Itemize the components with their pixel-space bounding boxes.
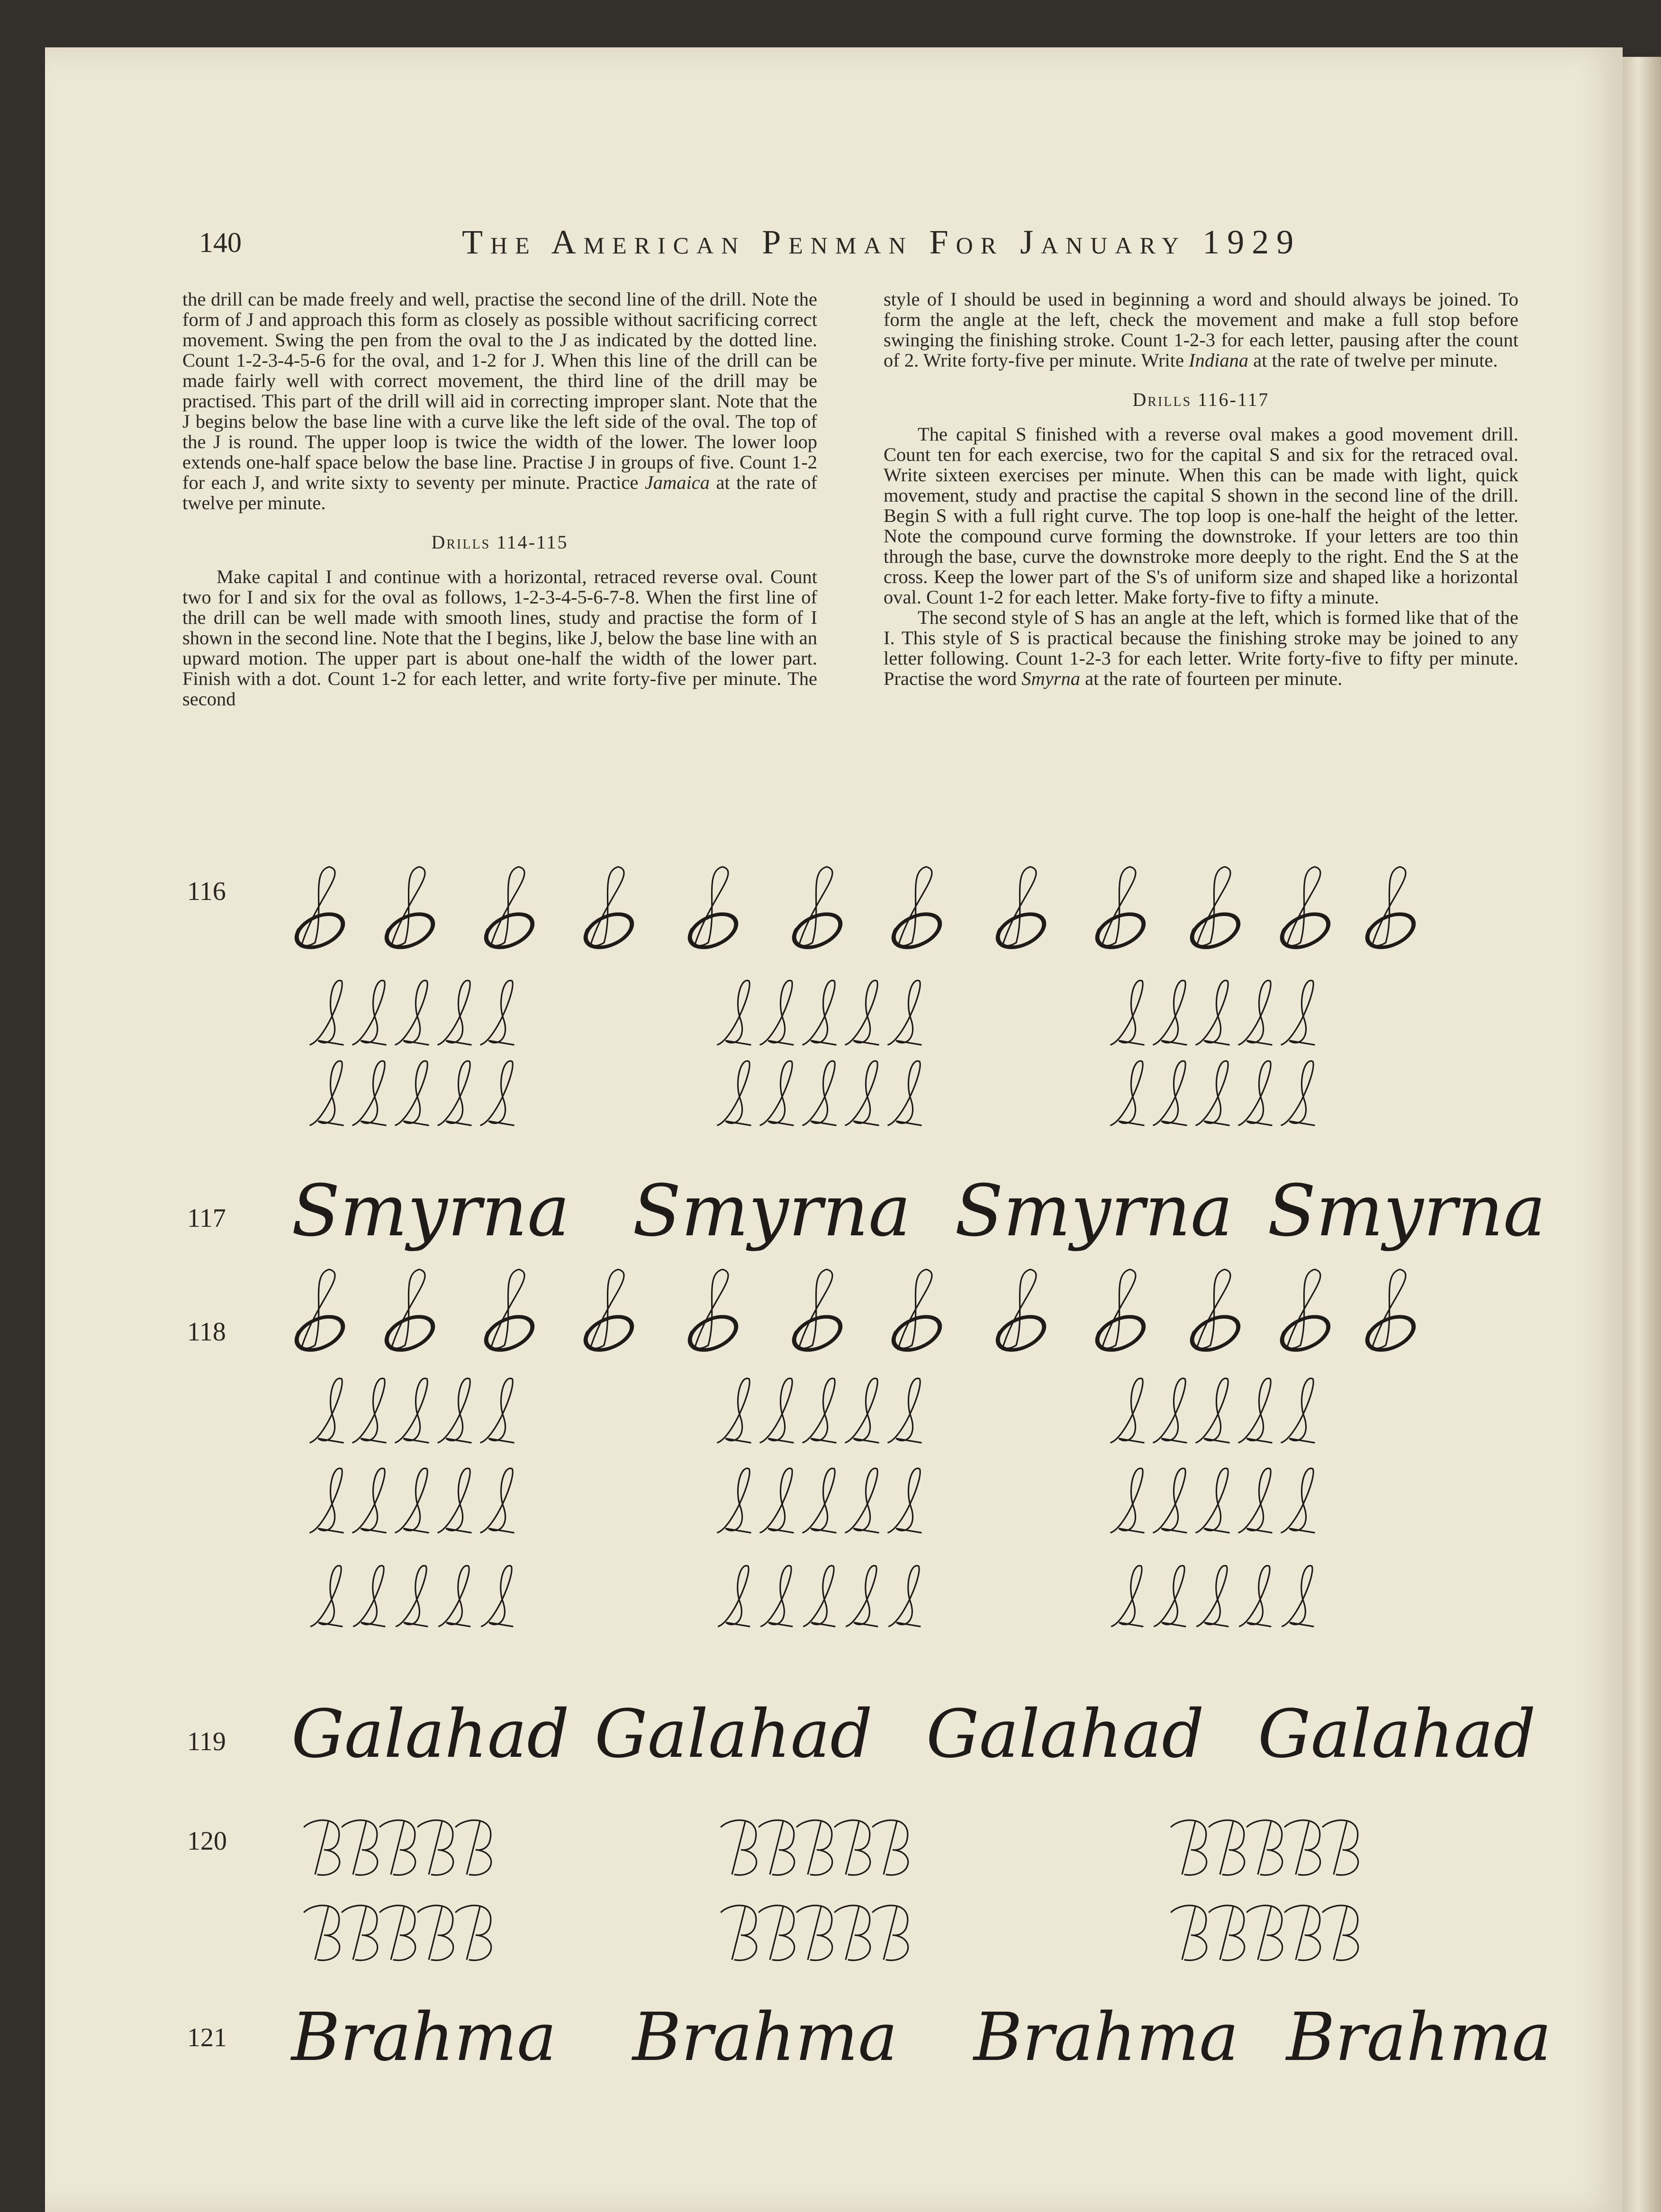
stroke-letter	[417, 1906, 453, 1960]
stroke-letter	[1281, 1468, 1315, 1533]
stroke-letter	[689, 867, 728, 947]
stroke-letter	[1238, 1378, 1273, 1443]
stroke-letter	[585, 1269, 624, 1350]
paragraph: Make capital I and continue with a horizontal, retraced reverse oval. Count two for I and six for the oval as follows, 1-2-3-4-5-6-7-8. When the first line of the drill can be well made with smooth lines, study and practise the form of I shown in the second line. Note that the I begins, like J, below the base line with an upward motion. The upper part is about one-half the width of the lower part. Finish with a dot. Count 1-2 for each letter, and write forty-five per minute. The second	[182, 566, 817, 710]
stroke-letter	[480, 1378, 515, 1443]
stroke-letter	[455, 1906, 491, 1960]
drill-121	[45, 1989, 1623, 2113]
stroke-letter	[1281, 1378, 1315, 1443]
stroke-letter	[845, 1061, 879, 1125]
stroke-letter	[893, 1269, 932, 1350]
drill-number: 118	[187, 1317, 226, 1347]
stroke-letter	[888, 1566, 921, 1627]
stroke-letter	[846, 1566, 878, 1627]
stroke-letter	[845, 1468, 879, 1533]
stroke-letter	[888, 1061, 922, 1125]
stroke-letter	[486, 867, 524, 947]
stroke-letter	[310, 1061, 344, 1125]
page-title: The American Penman For January 1929	[462, 223, 1301, 261]
stroke-letter	[1111, 1566, 1143, 1627]
stroke-letter	[834, 1906, 870, 1960]
drill-number: 119	[187, 1727, 226, 1756]
script-word: Brahma	[632, 1999, 898, 2076]
stroke-letter	[1281, 980, 1315, 1045]
stroke-letter	[1209, 1820, 1245, 1875]
stroke-letter	[1171, 1820, 1207, 1875]
stroke-letter	[352, 1378, 387, 1443]
stroke-letter	[1110, 980, 1145, 1045]
stroke-letter	[386, 1269, 425, 1350]
stroke-letter	[379, 1820, 415, 1875]
stroke-letter	[1284, 1820, 1320, 1875]
stroke-letter	[352, 1061, 387, 1125]
stroke-letter	[845, 1378, 879, 1443]
stroke-letter	[717, 1468, 751, 1533]
stroke-letter	[872, 1820, 908, 1875]
stroke-letter	[1322, 1906, 1358, 1960]
script-word: Galahad	[926, 1696, 1204, 1773]
right-column	[884, 289, 1518, 689]
drill-116-penmanship	[45, 848, 1623, 1151]
paragraph: The capital S finished with a reverse oval makes a good movement drill. Count ten for each exercise, two for the capital S and six for the retraced oval. Write sixteen exercises per minute. When this can be made with light, quick movement, study and practise the capital S shown in the second line of the drill. Begin S with a full right curve. The top loop is one-half the height of the letter. Note the compound curve forming the downstroke. If your letters are too thin through the base, curve the downstroke more deeply to the right. End the S at the cross. Keep the lower part of the S's of uniform size and shaped like a horizontal oval. Count 1-2 for each letter. Make forty-five to fifty a minute.	[884, 423, 1518, 608]
stroke-letter	[395, 1061, 429, 1125]
running-header	[45, 223, 1623, 265]
stroke-letter	[1322, 1820, 1358, 1875]
drill-number: 120	[187, 1826, 227, 1856]
stroke-letter	[304, 1906, 340, 1960]
stroke-letter	[1196, 1378, 1230, 1443]
stroke-letter	[1246, 1906, 1282, 1960]
stroke-letter	[758, 1820, 794, 1875]
book-page	[45, 47, 1623, 2212]
stroke-letter	[379, 1906, 415, 1960]
stroke-letter	[803, 1378, 837, 1443]
stroke-letter	[1097, 1269, 1136, 1350]
stroke-letter	[803, 980, 837, 1045]
stroke-letter	[758, 1906, 794, 1960]
stroke-letter	[1282, 1269, 1320, 1350]
drill-number: 121	[187, 2023, 227, 2052]
stroke-letter	[310, 1378, 344, 1443]
stroke-letter	[455, 1820, 491, 1875]
stroke-letter	[1282, 867, 1320, 947]
stroke-letter	[893, 867, 932, 947]
stroke-letter	[717, 1061, 751, 1125]
drill-117	[45, 1151, 1623, 1274]
stroke-letter	[304, 1820, 340, 1875]
script-word: Galahad	[291, 1696, 569, 1773]
stroke-letter	[717, 1378, 751, 1443]
drill-number: 116	[187, 877, 226, 906]
stroke-letter	[1238, 980, 1273, 1045]
page-number: 140	[199, 227, 242, 258]
script-word: Galahad	[595, 1696, 873, 1773]
stroke-letter	[760, 980, 794, 1045]
stroke-letter	[721, 1820, 757, 1875]
stroke-letter	[803, 1061, 837, 1125]
paragraph: The second style of S has an angle at the left, which is formed like that of the I. This style of S is practical because the finishing stroke may be joined to any letter following. Count 1-2-3 for each letter. Write forty-five to fifty per minute. Practise the word Smyrna at the rate of fourteen per minute.	[884, 607, 1518, 689]
script-word: Smyrna	[1267, 1170, 1546, 1252]
stroke-letter	[1154, 1566, 1186, 1627]
stroke-letter	[342, 1906, 378, 1960]
stroke-letter	[803, 1468, 837, 1533]
stroke-letter	[1196, 1468, 1230, 1533]
stroke-letter	[760, 1468, 794, 1533]
stroke-letter	[585, 867, 624, 947]
stroke-letter	[310, 1468, 344, 1533]
stroke-letter	[481, 1566, 513, 1627]
stroke-letter	[395, 1378, 429, 1443]
stroke-letter	[760, 1061, 794, 1125]
stroke-letter	[1097, 867, 1136, 947]
paragraph: style of I should be used in beginning a word and should always be joined. To form the angle at the left, check the movement and make a full stop before swinging the finishing stroke. Count 1-2-3 for each letter, pausing after the count of 2. Write forty-five per minute. Write Indiana at the rate of twelve per minute.	[884, 288, 1518, 371]
stroke-letter	[480, 1468, 515, 1533]
stroke-letter	[1238, 1061, 1273, 1125]
stroke-letter	[480, 980, 515, 1045]
stroke-letter	[845, 980, 879, 1045]
drill-116	[45, 848, 1623, 1151]
paragraph: the drill can be made freely and well, practise the second line of the drill. Note the form of J and approach this form as closely as possible without sacrificing correct movement. Swing the pen from the oval to the J as indicated by the dotted line. Count 1-2-3-4-5-6 for the oval, and 1-2 for J. When this line of the drill can be made fairly well with correct movement, the third line of the drill may be practised. This part of the drill will aid in correcting improper slant. Note that the J begins below the base line with a curve like the left side of the oval. The top of the J is round. The upper loop is twice the width of the lower. The lower loop extends one-half space below the base line. Practise J in groups of five. Count 1-2 for each J, and write sixty to seventy per minute. Practice Jamaica at the rate of twelve per minute.	[182, 288, 818, 513]
stroke-letter	[997, 867, 1036, 947]
stroke-letter	[386, 867, 425, 947]
stroke-letter	[352, 980, 387, 1045]
stroke-letter	[480, 1061, 515, 1125]
stroke-letter	[395, 980, 429, 1045]
stroke-letter	[1196, 980, 1230, 1045]
stroke-letter	[1192, 1269, 1230, 1350]
stroke-letter	[1171, 1906, 1207, 1960]
stroke-letter	[396, 1566, 428, 1627]
stroke-letter	[1239, 1566, 1271, 1627]
stroke-letter	[721, 1906, 757, 1960]
stroke-letter	[1153, 1061, 1187, 1125]
stroke-letter	[1238, 1468, 1273, 1533]
stroke-letter	[1192, 867, 1230, 947]
stroke-letter	[342, 1820, 378, 1875]
stroke-letter	[794, 867, 832, 947]
stroke-letter	[1110, 1061, 1145, 1125]
section-heading: Drills 116-117	[1132, 389, 1270, 410]
stroke-letter	[296, 1269, 335, 1350]
stroke-letter	[1284, 1906, 1320, 1960]
stroke-letter	[486, 1269, 524, 1350]
stroke-letter	[1153, 980, 1187, 1045]
stroke-letter	[717, 980, 751, 1045]
drill-number: 117	[187, 1204, 226, 1233]
stroke-letter	[438, 1378, 472, 1443]
stroke-letter	[438, 1061, 472, 1125]
script-word: Galahad	[1258, 1696, 1536, 1773]
stroke-letter	[438, 1566, 470, 1627]
stroke-letter	[1110, 1378, 1145, 1443]
section-heading: Drills 114-115	[431, 531, 569, 553]
stroke-letter	[395, 1468, 429, 1533]
stroke-letter	[803, 1566, 835, 1627]
script-word: Brahma	[1286, 1999, 1552, 2076]
stroke-letter	[888, 1378, 922, 1443]
stroke-letter	[760, 1378, 794, 1443]
stroke-letter	[689, 1269, 728, 1350]
stroke-letter	[794, 1269, 832, 1350]
stroke-letter	[796, 1820, 832, 1875]
drill-120	[45, 1800, 1623, 1989]
stroke-letter	[417, 1820, 453, 1875]
script-word: Smyrna	[632, 1170, 911, 1252]
stroke-letter	[718, 1566, 750, 1627]
drill-118	[45, 1279, 1623, 1686]
stroke-letter	[1209, 1906, 1245, 1960]
stroke-letter	[352, 1468, 387, 1533]
script-word: Brahma	[974, 1999, 1239, 2076]
drill-120-penmanship	[45, 1800, 1623, 1989]
page-edge	[1623, 57, 1661, 2212]
stroke-letter	[438, 980, 472, 1045]
stroke-letter	[997, 1269, 1036, 1350]
script-word: Brahma	[291, 1999, 557, 2076]
stroke-letter	[1196, 1061, 1230, 1125]
stroke-letter	[310, 980, 344, 1045]
stroke-letter	[1196, 1566, 1228, 1627]
stroke-letter	[353, 1566, 385, 1627]
drill-118-penmanship	[45, 1279, 1623, 1686]
stroke-letter	[872, 1906, 908, 1960]
script-word: Smyrna	[291, 1170, 570, 1252]
stroke-letter	[1281, 1061, 1315, 1125]
drill-119	[45, 1691, 1623, 1800]
left-column	[182, 289, 817, 709]
stroke-letter	[1367, 1269, 1406, 1350]
stroke-letter	[1367, 867, 1406, 947]
stroke-letter	[834, 1820, 870, 1875]
stroke-letter	[760, 1566, 793, 1627]
stroke-letter	[888, 1468, 922, 1533]
stroke-letter	[1110, 1468, 1145, 1533]
stroke-letter	[796, 1906, 832, 1960]
script-word: Smyrna	[955, 1170, 1233, 1252]
stroke-letter	[310, 1566, 343, 1627]
stroke-letter	[438, 1468, 472, 1533]
stroke-letter	[1246, 1820, 1282, 1875]
stroke-letter	[1153, 1468, 1187, 1533]
stroke-letter	[296, 867, 335, 947]
stroke-letter	[888, 980, 922, 1045]
stroke-letter	[1153, 1378, 1187, 1443]
stroke-letter	[1282, 1566, 1314, 1627]
